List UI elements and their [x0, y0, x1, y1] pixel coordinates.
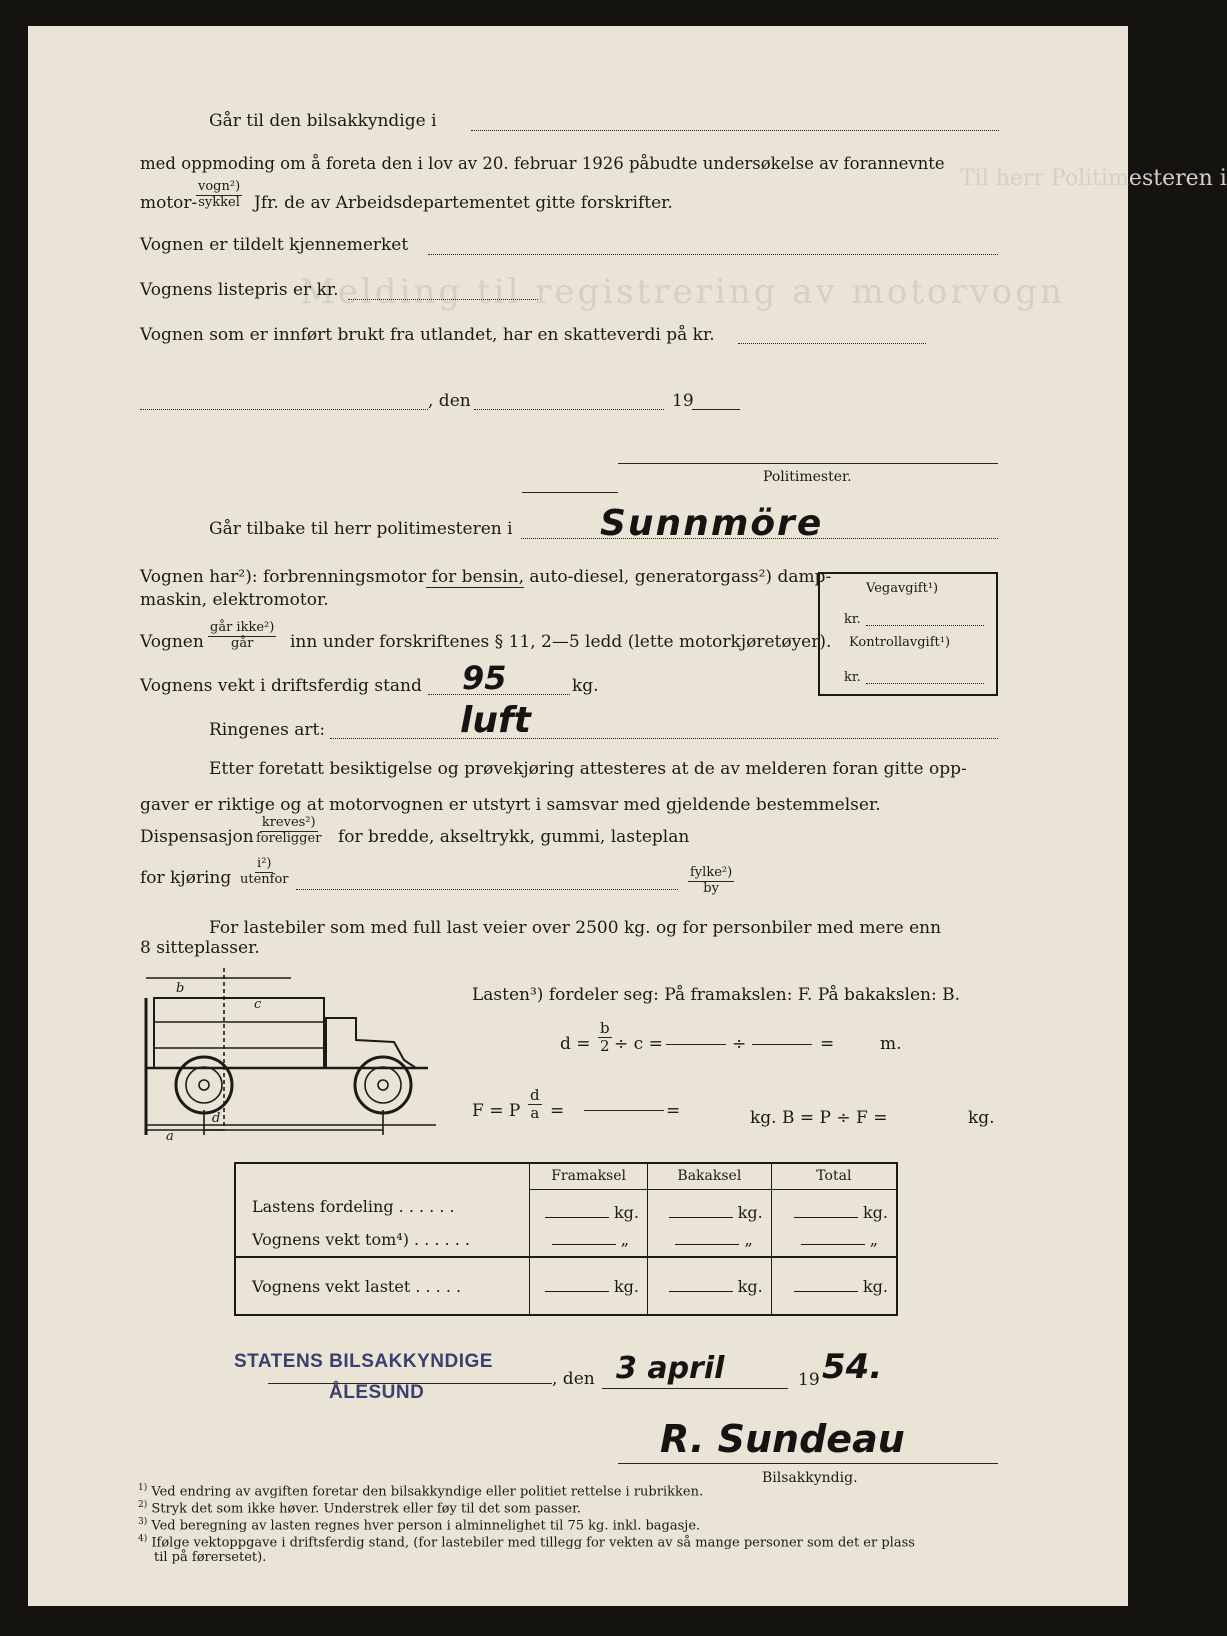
formula-d-eq: = [820, 1034, 835, 1054]
bensin-underline [426, 587, 524, 588]
lastebiler-line2: 8 sitteplasser. [140, 938, 260, 958]
cell-unit: „ [869, 1230, 878, 1249]
footnote-1 [138, 1484, 703, 1498]
disp-suffix: for bredde, akseltrykk, gummi, lasteplan [338, 827, 690, 847]
motor-fraction [196, 180, 242, 211]
cell-unit: kg. [862, 1276, 888, 1296]
fylke-num: fylke²) [690, 865, 733, 880]
rule-divider [522, 492, 618, 493]
bilsakkyndige-label: Går til den bilsakkyndige i [209, 111, 437, 131]
kontrollavgift-label: Kontrollavgift¹) [849, 635, 951, 650]
table-row [235, 1257, 897, 1315]
formula-d-b: b [600, 1019, 610, 1037]
signature-den-label: , den [552, 1369, 595, 1389]
fordeler-text: Lasten³) fordeler seg: På framakslen: F. På bakakslen: B. [472, 985, 961, 1005]
formula-f-a: a [530, 1104, 540, 1123]
ringer-field[interactable] [330, 738, 998, 739]
stamp-place-field[interactable] [268, 1383, 552, 1384]
cell-unit: kg. [613, 1276, 639, 1296]
vekt-label: Vognens vekt i driftsferdig stand [140, 676, 422, 696]
ringer-handwriting: luft [460, 700, 531, 741]
row-cell[interactable] [530, 1223, 648, 1257]
footnote-4-cont [154, 1551, 266, 1564]
truck-label-a: a [166, 1129, 174, 1144]
formula-d-fraction [598, 1020, 612, 1056]
cell-unit: kg. [862, 1203, 888, 1222]
politimester-signature-line[interactable] [618, 463, 998, 464]
formula-f-lhs: F = P [472, 1101, 521, 1121]
table-header-framaksel: Framaksel [530, 1163, 648, 1189]
gar-prefix: Vognen [140, 632, 204, 652]
gar-suffix: inn under forskriftenes § 11, 2—5 ledd (lette motorkjøretøyer). [290, 632, 832, 652]
year-field[interactable] [692, 409, 740, 410]
footnote-number: 2) [138, 1500, 148, 1510]
fylke-den: by [703, 880, 719, 896]
formula-d-lhs: d = [560, 1034, 591, 1054]
formula-f-eq1: = [550, 1101, 565, 1121]
disp-num: kreves²) [261, 815, 316, 830]
footnote-number: 1) [138, 1483, 148, 1493]
motor-type-line2: maskin, elektromotor. [140, 590, 329, 610]
vekt-handwriting: 95 [462, 659, 507, 697]
tilbake-handwriting: Sunnmöre [600, 503, 824, 544]
formula-f-blank[interactable] [584, 1110, 664, 1111]
skatteverdi-field[interactable] [738, 343, 926, 344]
table-header-blank [235, 1163, 530, 1189]
truck-label-d: d [212, 1111, 221, 1126]
footnote-text: Stryk det som ikke høver. Understrek eller føy til det som passer. [151, 1501, 582, 1517]
footnote-text: Ved endring av avgiften foretar den bilsakkyndige eller politiet rettelse i rubrikken. [151, 1484, 704, 1500]
cell-unit: „ [744, 1230, 753, 1249]
tilbake-label: Går tilbake til herr politimesteren i [209, 519, 513, 539]
listepris-field[interactable] [348, 299, 538, 300]
motor-prefix: motor- [140, 193, 198, 213]
signature-date-field[interactable] [602, 1388, 788, 1389]
formula-d-2: 2 [600, 1037, 610, 1056]
year-prefix: 19 [672, 391, 694, 411]
formula-d-rest: ÷ c = [614, 1034, 663, 1054]
row-cell[interactable] [648, 1189, 772, 1223]
row-label: Vognens vekt tom⁴) . . . . . . [235, 1223, 530, 1257]
row-cell[interactable] [771, 1189, 897, 1223]
kjennemerke-label: Vognen er tildelt kjennemerket [140, 235, 409, 255]
disp-prefix: Dispensasjon [140, 827, 254, 847]
truck-diagram [136, 960, 446, 1145]
vegavgift-kr: kr. [844, 612, 861, 627]
bleed-through-text: Melding til registrering av motorvogn [300, 272, 1065, 312]
vegavgift-field[interactable] [866, 625, 984, 626]
table-header-total: Total [771, 1163, 897, 1189]
formula-d-blank1[interactable] [666, 1044, 726, 1045]
formula-b-unit: kg. [968, 1108, 995, 1128]
footnote-number: 4) [138, 1534, 148, 1544]
signature-date-handwriting: 3 april [616, 1351, 725, 1386]
footnote-text: Ved beregning av lasten regnes hver person i alminnelighet til 75 kg. inkl. bagasje. [151, 1518, 701, 1534]
bilsakkyndig-signature-line[interactable] [618, 1463, 998, 1464]
formula-f-fraction [528, 1087, 542, 1123]
gar-fraction [208, 621, 276, 652]
kontrollavgift-field[interactable] [866, 683, 984, 684]
footnote-number: 3) [138, 1517, 148, 1527]
formula-d-minus: ÷ [732, 1034, 747, 1054]
cell-unit: kg. [737, 1203, 763, 1222]
cell-unit: kg. [613, 1203, 639, 1222]
kjoring-fraction [240, 857, 289, 888]
skatteverdi-label: Vognen som er innført brukt fra utlandet, har en skatteverdi på kr. [140, 325, 715, 345]
place-field[interactable] [140, 409, 428, 410]
footnote-text: til på førersetet). [154, 1550, 267, 1565]
row-cell[interactable] [771, 1223, 897, 1257]
kjoring-num: i²) [257, 856, 272, 871]
disp-fraction [256, 816, 321, 847]
stamp-line1: STATENS BILSAKKYNDIGE [234, 1351, 493, 1372]
motor-num: vogn²) [198, 179, 241, 194]
attest-line1: Etter foretatt besiktigelse og prøvekjøring attesteres at de av melderen foran gitte opp- [209, 759, 967, 779]
cell-unit: „ [620, 1230, 629, 1249]
row-cell[interactable] [771, 1257, 897, 1315]
footnote-4 [138, 1535, 915, 1549]
motor-suffix: Jfr. de av Arbeidsdepartementet gitte forskrifter. [254, 193, 673, 213]
weight-table [234, 1162, 898, 1316]
truck-label-c: c [254, 997, 262, 1012]
row-label: Lastens fordeling . . . . . . [235, 1189, 530, 1223]
bleed-through-text: Til herr Politimesteren i [960, 166, 1227, 191]
table-row [235, 1223, 897, 1257]
bilsakkyndig-label: Bilsakkyndig. [762, 1470, 858, 1486]
truck-label-b: b [176, 981, 185, 996]
gar-den: går [231, 635, 254, 651]
den-label: , den [428, 391, 471, 411]
row-cell[interactable] [530, 1257, 648, 1315]
bilsakkyndige-field[interactable] [471, 130, 999, 131]
motor-den: sykkel [198, 194, 240, 210]
request-text: med oppmoding om å foreta den i lov av 20. februar 1926 påbudte undersøkelse av forannevnte [140, 154, 945, 173]
stamp-line2: ÅLESUND [329, 1382, 425, 1403]
signature-year-prefix: 19 [798, 1370, 820, 1390]
kjoring-den: utenfor [240, 871, 289, 887]
bilsakkyndig-signature: R. Sundeau [660, 1417, 905, 1461]
attest-line2: gaver er riktige og at motorvognen er utstyrt i samsvar med gjeldende bestemmelser. [140, 795, 881, 815]
table-header-bakaksel: Bakaksel [648, 1163, 772, 1189]
formula-d-unit: m. [880, 1034, 902, 1054]
motor-type-line1: Vognen har²): forbrenningsmotor for bensin, auto-diesel, generatorgass²) damp- [140, 567, 832, 587]
fylke-field[interactable] [296, 889, 678, 890]
disp-den: foreligger [256, 830, 322, 846]
politimester-label: Politimester. [763, 469, 852, 485]
fylke-fraction [688, 866, 734, 897]
footnote-text: Ifølge vektoppgave i driftsferdig stand, (for lastebiler med tillegg for vekten av så mange personer som det er plass [151, 1535, 915, 1551]
ringer-label: Ringenes art: [209, 720, 326, 740]
vegavgift-label: Vegavgift¹) [866, 581, 939, 596]
footnote-3 [138, 1518, 700, 1532]
gar-num: går ikke²) [210, 620, 275, 635]
vekt-unit: kg. [572, 676, 599, 696]
signature-year-handwriting: 54. [822, 1347, 883, 1387]
formula-d-blank2[interactable] [752, 1044, 812, 1045]
date-field[interactable] [474, 409, 664, 410]
formula-f-eq2: = [666, 1101, 681, 1121]
kjoring-prefix: for kjøring [140, 868, 232, 888]
listepris-label: Vognens listepris er kr. [140, 280, 339, 300]
row-label: Vognens vekt lastet . . . . . [235, 1257, 530, 1315]
row-cell[interactable] [648, 1257, 772, 1315]
table-row [235, 1189, 897, 1223]
kontrollavgift-kr: kr. [844, 670, 861, 685]
row-cell[interactable] [530, 1189, 648, 1223]
formula-f-d: d [530, 1086, 540, 1104]
cell-unit: kg. [737, 1276, 763, 1296]
kjennemerke-field[interactable] [428, 254, 998, 255]
lastebiler-line1: For lastebiler som med full last veier over 2500 kg. og for personbiler med mere enn [209, 918, 942, 938]
row-cell[interactable] [648, 1223, 772, 1257]
formula-f-unit: kg. B = P ÷ F = [750, 1108, 888, 1128]
footnote-2 [138, 1501, 581, 1515]
